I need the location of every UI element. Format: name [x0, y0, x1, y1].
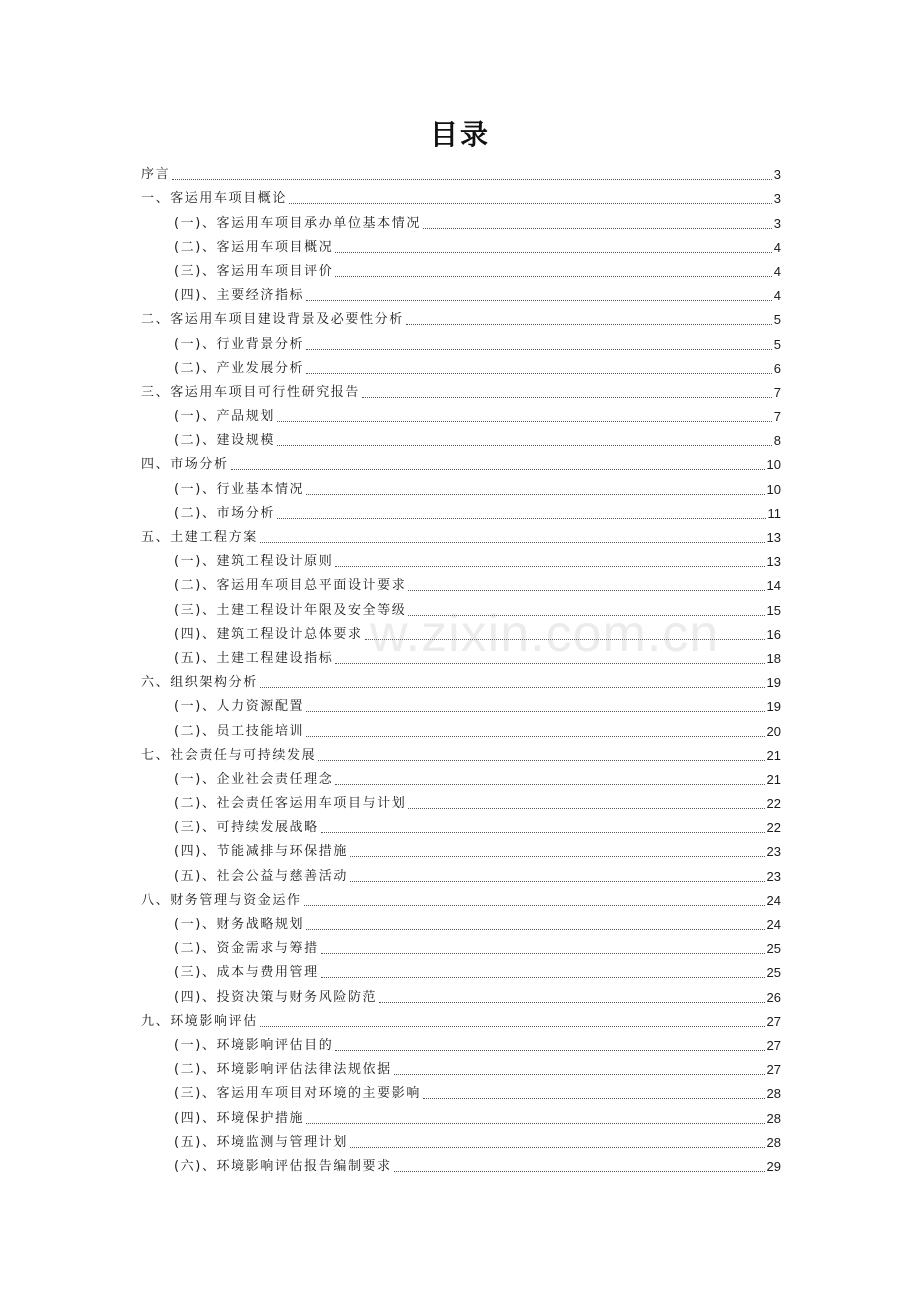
- toc-entry[interactable]: [141, 1128, 781, 1152]
- toc-entry-label[interactable]: (四)、投资决策与财务风险防范: [174, 989, 378, 1005]
- toc-entry[interactable]: [141, 1031, 781, 1055]
- toc-entry[interactable]: [141, 354, 781, 378]
- toc-entry[interactable]: [141, 1007, 781, 1031]
- toc-entry-label[interactable]: (一)、行业背景分析: [174, 336, 305, 352]
- toc-dot-leader: [277, 518, 766, 519]
- toc-page-number[interactable]: 3: [773, 215, 781, 231]
- toc-entry-label[interactable]: 六、组织架构分析: [141, 675, 258, 691]
- toc-page-number[interactable]: 24: [766, 892, 781, 908]
- toc-page-number[interactable]: 21: [766, 771, 781, 787]
- toc-entry[interactable]: [141, 765, 781, 789]
- toc-page-number[interactable]: 13: [766, 530, 781, 545]
- toc-entry-label[interactable]: (一)、企业社会责任理念: [174, 771, 334, 787]
- toc-entry[interactable]: [141, 741, 781, 765]
- toc-page-number[interactable]: 13: [766, 554, 781, 570]
- toc-dot-leader: [306, 736, 764, 737]
- toc-entry[interactable]: [141, 1079, 781, 1103]
- toc-entry-label[interactable]: (二)、产业发展分析: [174, 360, 305, 376]
- toc-page-number[interactable]: 28: [766, 1086, 781, 1102]
- toc-entry[interactable]: [141, 958, 781, 982]
- toc-page-number[interactable]: 22: [766, 796, 781, 812]
- toc-page-number[interactable]: 23: [766, 844, 781, 860]
- toc-entry[interactable]: [141, 499, 781, 523]
- toc-entry[interactable]: [141, 233, 781, 257]
- toc-entry-label[interactable]: (二)、客运用车项目概况: [174, 239, 334, 255]
- toc-entry[interactable]: [141, 474, 781, 498]
- toc-dot-leader: [408, 808, 764, 809]
- toc-page-number[interactable]: 8: [773, 433, 781, 449]
- toc-page-number[interactable]: 4: [773, 239, 781, 255]
- toc-page-number[interactable]: 6: [773, 360, 781, 376]
- toc-dot-leader: [350, 856, 765, 857]
- toc-entry-label[interactable]: 一、客运用车项目概论: [141, 191, 288, 207]
- toc-dot-leader: [321, 953, 765, 954]
- toc-entry-label[interactable]: (四)、主要经济指标: [174, 288, 305, 304]
- toc-entry-label[interactable]: (一)、客运用车项目承办单位基本情况: [174, 215, 421, 231]
- toc-page-number[interactable]: 5: [773, 336, 781, 352]
- toc-dot-leader: [306, 494, 764, 495]
- toc-page-number[interactable]: 16: [766, 626, 781, 642]
- toc-entry-label[interactable]: (六)、环境影响评估报告编制要求: [174, 1158, 392, 1174]
- toc-entry[interactable]: [141, 837, 781, 861]
- toc-entry[interactable]: [141, 1055, 781, 1079]
- toc-dot-leader: [277, 421, 772, 422]
- toc-dot-leader: [394, 1074, 765, 1075]
- toc-entry[interactable]: [141, 523, 781, 547]
- toc-entry[interactable]: [141, 184, 781, 208]
- toc-dot-leader: [231, 469, 765, 470]
- table-of-contents: [141, 160, 781, 1176]
- toc-dot-leader: [260, 687, 765, 688]
- toc-entry-label[interactable]: (一)、环境影响评估目的: [174, 1037, 334, 1053]
- toc-entry-label[interactable]: (二)、建设规模: [174, 433, 275, 449]
- toc-dot-leader: [304, 905, 765, 906]
- toc-dot-leader: [289, 203, 772, 204]
- toc-page-number[interactable]: 20: [766, 723, 781, 739]
- toc-entry-label[interactable]: (五)、环境监测与管理计划: [174, 1134, 348, 1150]
- toc-dot-leader: [306, 300, 772, 301]
- toc-page-number[interactable]: 24: [766, 917, 781, 932]
- toc-dot-leader: [306, 1123, 764, 1124]
- toc-entry-label[interactable]: 八、财务管理与资金运作: [141, 892, 302, 908]
- toc-entry-label[interactable]: 九、环境影响评估: [141, 1013, 258, 1029]
- toc-entry[interactable]: [141, 547, 781, 571]
- toc-entry[interactable]: [141, 620, 781, 644]
- toc-entry-label[interactable]: (二)、市场分析: [174, 505, 275, 521]
- toc-dot-leader: [423, 228, 772, 229]
- toc-entry-label[interactable]: (四)、环境保护措施: [174, 1110, 305, 1126]
- toc-page-number[interactable]: 27: [766, 1062, 781, 1078]
- toc-dot-leader: [406, 324, 772, 325]
- toc-dot-leader: [260, 542, 765, 543]
- toc-entry[interactable]: [141, 426, 781, 450]
- toc-dot-leader: [335, 663, 764, 664]
- toc-dot-leader: [394, 1171, 765, 1172]
- toc-dot-leader: [318, 760, 764, 761]
- toc-dot-leader: [335, 1050, 764, 1051]
- toc-entry-label[interactable]: (三)、土建工程设计年限及安全等级: [174, 602, 407, 618]
- toc-entry[interactable]: [141, 910, 781, 934]
- toc-entry[interactable]: [141, 450, 781, 474]
- toc-page-number[interactable]: 3: [773, 191, 781, 207]
- toc-entry[interactable]: [141, 305, 781, 329]
- toc-dot-leader: [408, 590, 764, 591]
- toc-dot-leader: [379, 1002, 764, 1003]
- toc-entry-label[interactable]: (二)、员工技能培训: [174, 723, 305, 739]
- toc-page-number[interactable]: 28: [766, 1134, 781, 1150]
- toc-page-number[interactable]: 22: [766, 820, 781, 836]
- toc-dot-leader: [306, 373, 772, 374]
- toc-dot-leader: [321, 977, 765, 978]
- toc-page-number[interactable]: 19: [766, 699, 781, 715]
- toc-entry[interactable]: [141, 208, 781, 232]
- toc-entry-label[interactable]: 五、土建工程方案: [141, 530, 258, 545]
- toc-entry-label[interactable]: 三、客运用车项目可行性研究报告: [141, 384, 361, 400]
- toc-page-number[interactable]: 4: [773, 263, 781, 279]
- toc-entry-label[interactable]: (一)、建筑工程设计原则: [174, 554, 334, 570]
- toc-entry[interactable]: [141, 813, 781, 837]
- toc-dot-leader: [365, 639, 765, 640]
- toc-page-number[interactable]: 29: [766, 1158, 781, 1174]
- toc-dot-leader: [350, 1147, 765, 1148]
- toc-entry[interactable]: [141, 595, 781, 619]
- toc-page-number[interactable]: 10: [766, 457, 781, 473]
- toc-page-number[interactable]: 23: [766, 868, 781, 884]
- toc-page-number[interactable]: 28: [766, 1110, 781, 1126]
- toc-page-number[interactable]: 18: [766, 650, 781, 666]
- toc-entry-label[interactable]: (三)、客运用车项目对环境的主要影响: [174, 1086, 421, 1102]
- toc-entry-label[interactable]: (二)、客运用车项目总平面设计要求: [174, 578, 407, 594]
- toc-page-number[interactable]: 25: [766, 941, 781, 957]
- toc-entry-label[interactable]: (三)、可持续发展战略: [174, 820, 319, 836]
- toc-entry[interactable]: [141, 861, 781, 885]
- toc-entry[interactable]: [141, 329, 781, 353]
- toc-entry[interactable]: [141, 982, 781, 1006]
- watermark: w.zixin.com.cn: [370, 605, 720, 663]
- toc-entry-label[interactable]: 二、客运用车项目建设背景及必要性分析: [141, 312, 404, 328]
- toc-page-number[interactable]: 14: [766, 578, 781, 594]
- toc-page-number[interactable]: 25: [766, 965, 781, 981]
- toc-dot-leader: [321, 832, 765, 833]
- toc-page-number[interactable]: 27: [766, 1037, 781, 1053]
- toc-entry-label[interactable]: (四)、节能减排与环保措施: [174, 844, 348, 860]
- toc-page-number[interactable]: 5: [773, 312, 781, 328]
- toc-entry[interactable]: [141, 378, 781, 402]
- toc-entry-label[interactable]: (二)、资金需求与筹措: [174, 941, 319, 957]
- toc-entry[interactable]: [141, 886, 781, 910]
- toc-entry-label[interactable]: (五)、土建工程建设指标: [174, 650, 334, 666]
- toc-entry-label[interactable]: 序言: [141, 167, 171, 183]
- toc-entry[interactable]: [141, 692, 781, 716]
- toc-dot-leader: [350, 881, 765, 882]
- toc-entry-label[interactable]: (三)、客运用车项目评价: [174, 263, 334, 279]
- toc-dot-leader: [335, 252, 771, 253]
- toc-entry-label[interactable]: (一)、财务战略规划: [174, 917, 305, 932]
- toc-dot-leader: [362, 397, 772, 398]
- toc-dot-leader: [335, 566, 764, 567]
- toc-entry[interactable]: [141, 789, 781, 813]
- toc-dot-leader: [306, 711, 764, 712]
- toc-page-number[interactable]: 4: [773, 288, 781, 304]
- toc-page-number[interactable]: 3: [773, 167, 781, 183]
- toc-entry[interactable]: [141, 571, 781, 595]
- toc-page-number[interactable]: 27: [766, 1013, 781, 1029]
- toc-entry[interactable]: [141, 281, 781, 305]
- toc-entry-label[interactable]: 七、社会责任与可持续发展: [141, 747, 317, 763]
- toc-entry-label[interactable]: (一)、人力资源配置: [174, 699, 305, 715]
- toc-page-number[interactable]: 7: [773, 409, 781, 425]
- toc-dot-leader: [335, 784, 764, 785]
- toc-entry[interactable]: [141, 1152, 781, 1176]
- toc-entry[interactable]: [141, 160, 781, 184]
- page-title: 目录: [429, 118, 490, 151]
- toc-page-number[interactable]: 10: [766, 481, 781, 497]
- toc-dot-leader: [306, 349, 772, 350]
- toc-entry[interactable]: [141, 644, 781, 668]
- toc-dot-leader: [277, 445, 772, 446]
- toc-entry[interactable]: [141, 1103, 781, 1127]
- toc-entry[interactable]: [141, 668, 781, 692]
- toc-entry[interactable]: [141, 934, 781, 958]
- toc-page-number[interactable]: 26: [766, 989, 781, 1005]
- toc-dot-leader: [260, 1026, 765, 1027]
- toc-entry-label[interactable]: (二)、社会责任客运用车项目与计划: [174, 796, 407, 812]
- toc-entry-label[interactable]: (一)、产品规划: [174, 409, 275, 425]
- toc-entry-label[interactable]: (三)、成本与费用管理: [174, 965, 319, 981]
- toc-entry[interactable]: [141, 716, 781, 740]
- toc-page-number[interactable]: 7: [773, 384, 781, 400]
- toc-dot-leader: [408, 615, 764, 616]
- toc-entry-label[interactable]: (一)、行业基本情况: [174, 481, 305, 497]
- toc-entry-label[interactable]: (五)、社会公益与慈善活动: [174, 868, 348, 884]
- toc-dot-leader: [172, 179, 772, 180]
- toc-dot-leader: [423, 1098, 765, 1099]
- toc-entry[interactable]: [141, 257, 781, 281]
- toc-dot-leader: [335, 276, 771, 277]
- toc-entry-label[interactable]: 四、市场分析: [141, 457, 229, 473]
- toc-entry[interactable]: [141, 402, 781, 426]
- toc-page-number[interactable]: 19: [766, 675, 781, 691]
- toc-entry-label[interactable]: (二)、环境影响评估法律法规依据: [174, 1062, 392, 1078]
- toc-dot-leader: [306, 929, 764, 930]
- toc-page-number[interactable]: 11: [767, 505, 781, 521]
- toc-page-number[interactable]: 15: [766, 602, 781, 618]
- toc-page-number[interactable]: 21: [766, 747, 781, 763]
- toc-entry-label[interactable]: (四)、建筑工程设计总体要求: [174, 626, 363, 642]
